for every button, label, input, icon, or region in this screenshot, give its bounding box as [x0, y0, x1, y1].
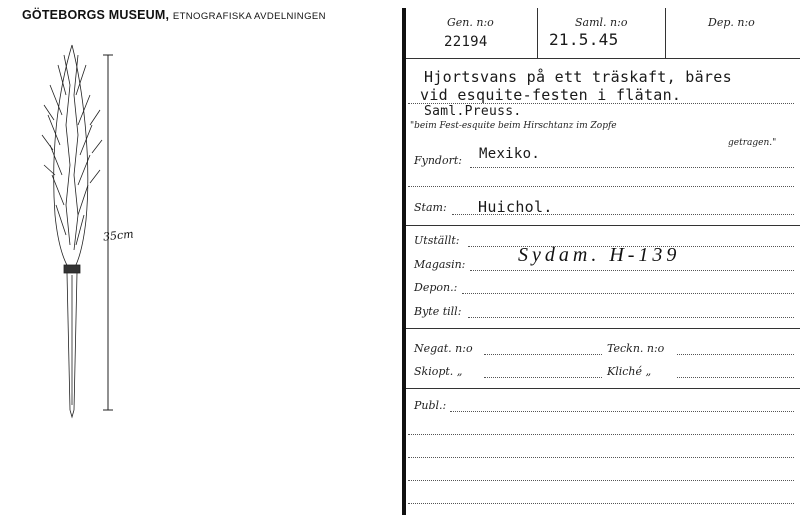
skiopt-label: Skiopt. „ — [414, 365, 463, 378]
dotted-rule — [484, 377, 602, 378]
dotted-rule — [677, 377, 794, 378]
dotted-rule — [408, 457, 794, 458]
handwritten-note: "beim Fest-esquite beim Hirschtanz im Zopfe — [410, 121, 617, 131]
card-left-border — [402, 8, 406, 515]
description-line-1: Hjortsvans på ett träskaft, bäres — [424, 68, 732, 86]
magasin-value: Sydam. H-139 — [518, 244, 681, 266]
dotted-rule — [452, 214, 794, 215]
deer-tail-drawing — [20, 25, 160, 425]
fyndort-value: Mexiko. — [479, 146, 541, 162]
description-line-2: vid esquite-festen i flätan. — [420, 86, 682, 104]
dotted-rule — [408, 480, 794, 481]
saml-no-label: Saml. n:o — [575, 16, 628, 29]
dotted-rule — [484, 354, 602, 355]
dotted-rule — [462, 293, 794, 294]
saml-no-value: 21.5.45 — [549, 30, 619, 49]
dep-no-label: Dep. n:o — [708, 16, 755, 29]
divider-gen-saml — [537, 8, 538, 58]
stam-value: Huichol. — [478, 198, 553, 216]
museum-name: GÖTEBORGS MUSEUM, — [22, 8, 170, 22]
gen-no-label: Gen. n:o — [447, 16, 494, 29]
dotted-rule — [470, 167, 794, 168]
stam-label: Stam: — [414, 201, 447, 214]
divider-saml-dep — [665, 8, 666, 58]
dotted-rule — [408, 434, 794, 435]
dotted-rule — [470, 270, 794, 271]
dotted-rule — [408, 503, 794, 504]
negat-label: Negat. n:o — [414, 342, 473, 355]
rule-section — [406, 225, 800, 226]
cliche-label: Kliché „ — [607, 365, 652, 378]
rule-section — [406, 328, 800, 329]
dotted-rule — [450, 411, 794, 412]
dotted-rule — [408, 186, 794, 187]
publ-label: Publ.: — [414, 399, 447, 412]
rule-section — [406, 388, 800, 389]
magasin-label: Magasin: — [414, 258, 466, 271]
handwritten-note-2: getragen." — [728, 138, 777, 148]
dotted-rule — [468, 317, 794, 318]
utstallt-label: Utställt: — [414, 234, 460, 247]
dotted-rule — [677, 354, 794, 355]
fyndort-label: Fyndort: — [414, 154, 462, 167]
depon-label: Depon.: — [414, 281, 458, 294]
teckn-label: Teckn. n:o — [607, 342, 665, 355]
measurement-label: 35cm — [102, 227, 135, 244]
museum-header — [22, 8, 326, 22]
gen-no-value: 22194 — [444, 34, 488, 50]
rule-top-numbers — [406, 58, 800, 59]
byte-label: Byte till: — [414, 305, 462, 318]
collection-note: Saml.Preuss. — [424, 104, 522, 119]
museum-department: ETNOGRAFISKA AVDELNINGEN — [172, 11, 326, 22]
